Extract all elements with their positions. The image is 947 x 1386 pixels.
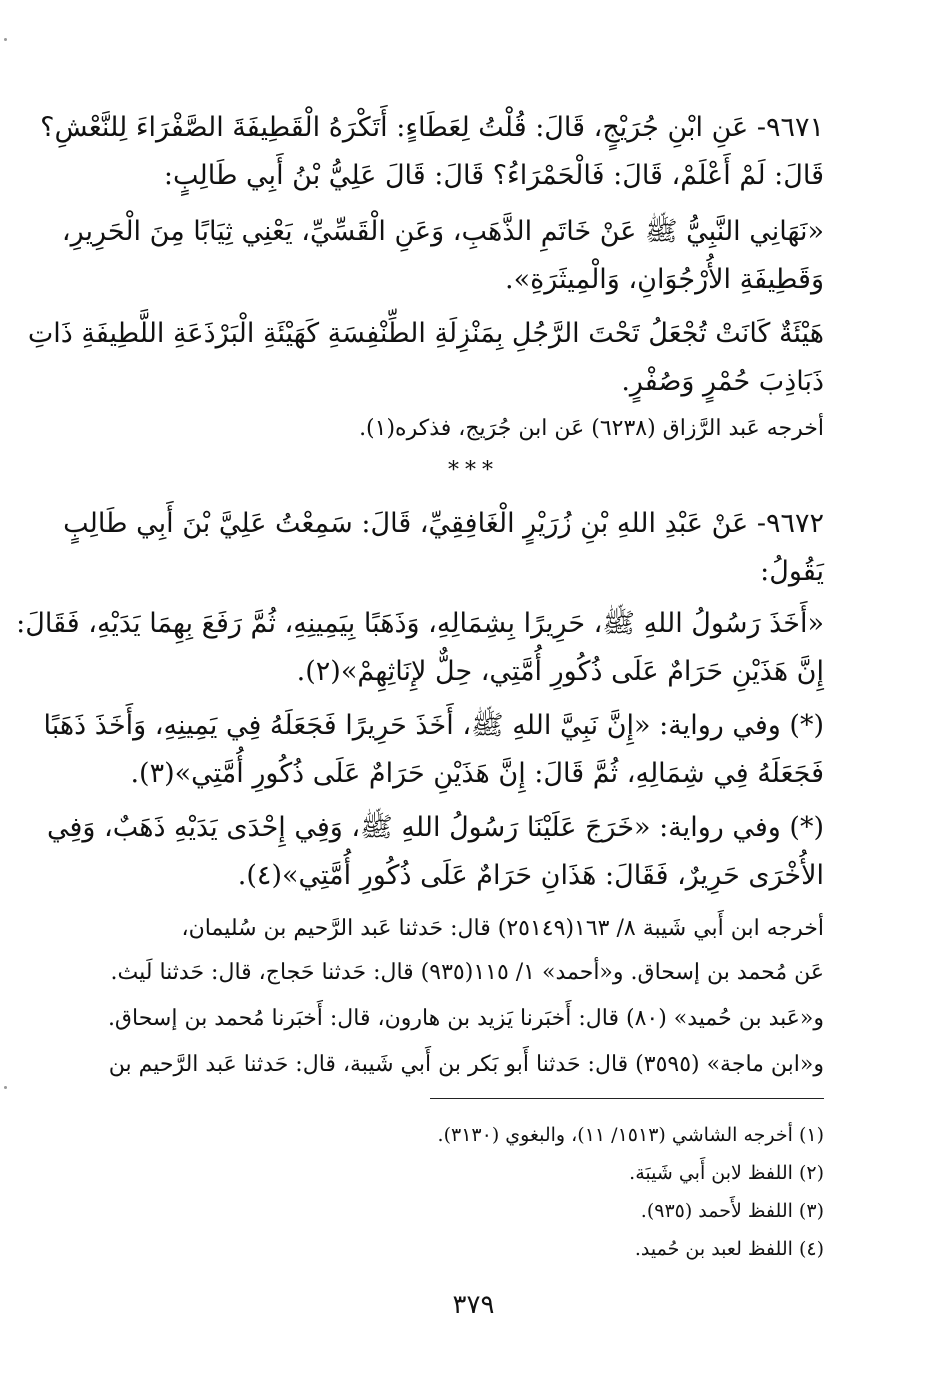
text-line: قَالَ: لَمْ أَعْلَمْ، قَالَ: فَالْحَمْرَاءُ؟ قَالَ: قَالَ عَلِيُّ بْنُ أَبِي طَالِبٍ: (163, 160, 824, 191)
section-separator: *** (448, 458, 499, 483)
text-line: هَيْئَةٌ كَانَتْ تُجْعَلُ تَحْتَ الرَّجُلِ بِمَنْزِلَةِ الطِّنْفِسَةِ كَهَيْئَةِ الْبَرْذَعَةِ اللَّطِيفَةِ ذَاتِ (27, 318, 824, 349)
footnote-1: (١) أخرجه الشاشي (١٥١٣/ ١١)، والبغوي (٣١٣٠). (437, 1124, 824, 1146)
text-line: «أَخَذَ رَسُولُ اللهِ ﷺ، حَرِيرًا بِشِمَالِهِ، وَذَهَبًا بِيَمِينِهِ، ثُمَّ رَفَعَ بِهِمَا يَدَيْهِ، فَقَالَ: (16, 608, 824, 639)
footnote-2: (٢) اللفظ لابن أَبي شَيبَة. (629, 1162, 824, 1184)
scan-speck (4, 38, 7, 41)
text-line: ذَبَاذِبَ حُمْرٍ وَصُفْرٍ. (621, 366, 824, 397)
footnote-divider (430, 1098, 824, 1099)
footnote-3: (٣) اللفظ لأَحمد (٩٣٥). (640, 1200, 824, 1222)
hadith-9671 (27, 0, 824, 440)
page-number: ٣٧٩ (452, 1290, 495, 1320)
footnote-4: (٤) اللفظ لعبد بن حُميد. (634, 1238, 824, 1260)
text-line: (*) وفي رواية: «إِنَّ نَبِيَّ اللهِ ﷺ، أَخَذَ حَرِيرًا فَجَعَلَهُ فِي يَمِينِهِ، وَأَخَذَ ذَهَبًا (43, 710, 824, 741)
text-line: (*) وفي رواية: «خَرَجَ عَلَيْنَا رَسُولُ اللهِ ﷺ، وَفِي إِحْدَى يَدَيْهِ ذَهَبٌ، وَفِي (46, 812, 824, 843)
text-line: أخرجه عَبد الرَّزاق (٦٢٣٨) عَن ابن جُرَيج، فذكره(١). (359, 416, 824, 441)
text-line: الأُخْرَى حَرِيرٌ، فَقَالَ: هَذَانِ حَرَامٌ عَلَى ذُكُورِ أُمَّتِي»(٤). (237, 860, 824, 891)
text-line: فَجَعَلَهُ فِي شِمَالِهِ، ثُمَّ قَالَ: إِنَّ هَذَيْنِ حَرَامٌ عَلَى ذُكُورِ أُمَّتِي»(٣). (130, 758, 824, 789)
text-line: أخرجه ابن أَبي شَيبة ٨/ ١٦٣(٢٥١٤٩) قال: حَدثنا عَبد الرَّحيم بن سُليمان، (181, 916, 824, 941)
text-line: و«ابن ماجة» (٣٥٩٥) قال: حَدثنا أَبو بَكر بن أَبي شَيبة، قال: حَدثنا عَبد الرَّحيم بن (108, 1052, 824, 1077)
text-line: ٩٦٧١- عَنِ ابْنِ جُرَيْجٍ، قَالَ: قُلْتُ لِعَطَاءٍ: أَتَكْرَهُ الْقَطِيفَةَ الصَّفْرَاءَ لِلنَّعْشِ؟ (40, 112, 824, 143)
text-line: و«عَبد بن حُميد» (٨٠) قال: أَخبَرنا يَزيد بن هارون، قال: أَخبَرنا مُحمد بن إسحاق. (107, 1006, 824, 1031)
text-line: إِنَّ هَذَيْنِ حَرَامٌ عَلَى ذُكُورِ أُمَّتِي، حِلٌّ لإِنَاثِهِمْ»(٢). (296, 656, 824, 687)
text-line: ٩٦٧٢- عَنْ عَبْدِ اللهِ بْنِ زُرَيْرٍ الْغَافِقِيِّ، قَالَ: سَمِعْتُ عَلِيَّ بْنَ أَبِي طَالِبٍ (63, 508, 824, 539)
scan-speck (4, 1086, 7, 1089)
text-line: وَقَطِيفَةِ الأُرْجُوَانِ، وَالْمِيثَرَةِ». (505, 264, 824, 295)
text-line: «نَهَانِي النَّبِيُّ ﷺ عَنْ خَاتَمِ الذَّهَبِ، وَعَنِ الْقَسِّيِّ، يَعْنِي ثِيَابًا مِنَ الْحَرِيرِ، (61, 216, 824, 247)
text-line: يَقُولُ: (760, 556, 824, 587)
text-line: عَن مُحمد بن إسحاق. و«أحمد» ١/ ١١٥(٩٣٥) قال: حَدثنا حَجاج، قال: حَدثنا لَيث. (110, 960, 824, 985)
